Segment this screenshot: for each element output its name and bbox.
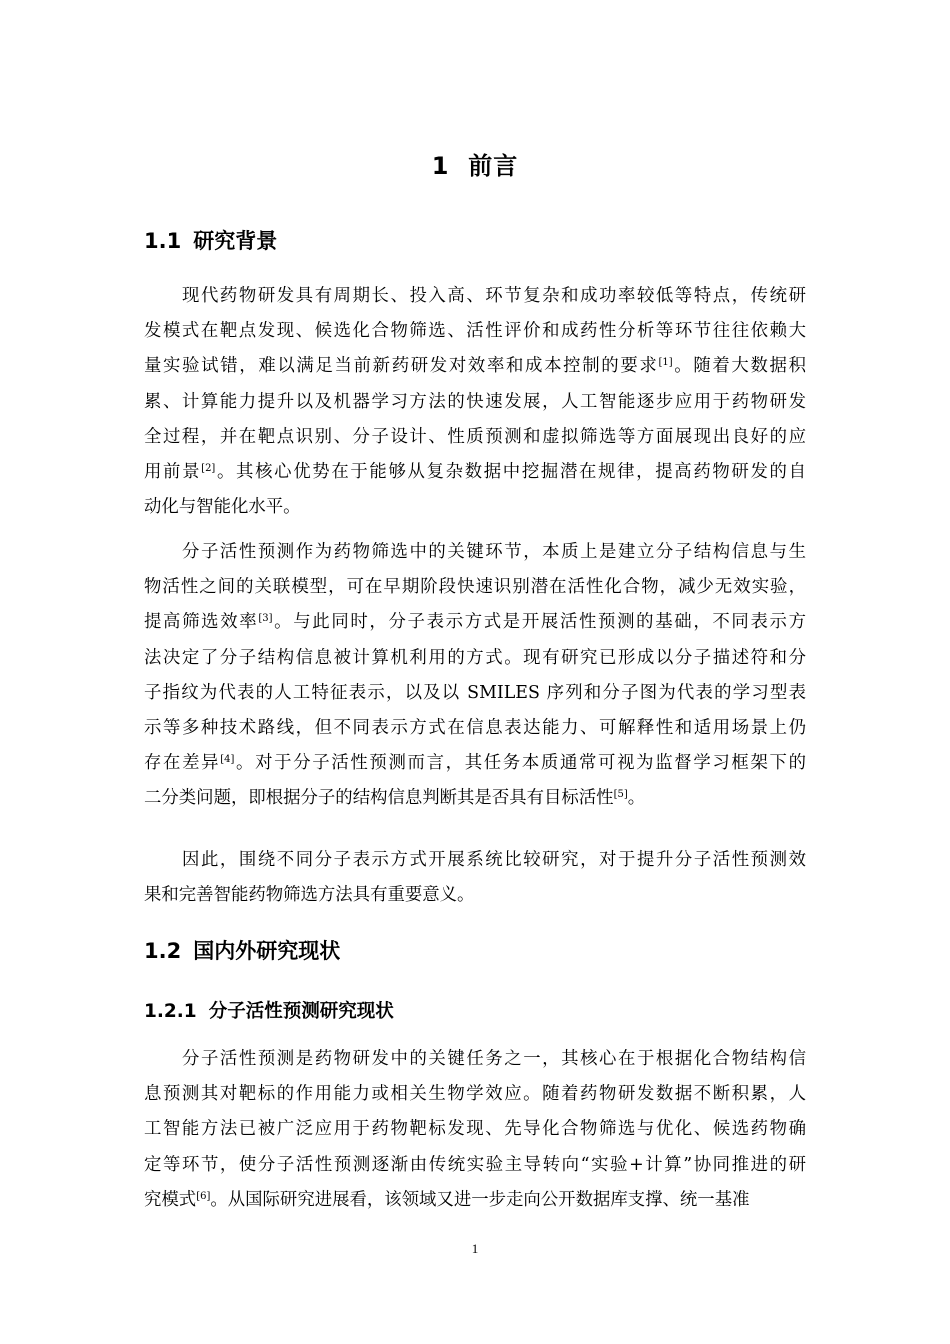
text-line (144, 570, 806, 605)
line-text: 物活性之间的关联模型，可在早期阶段快速识别潜在活性化合物，减少无效实验， (144, 577, 806, 598)
line-text: 。随着大数据积 (672, 356, 806, 377)
subsection-number: 1.2.1 (144, 1001, 197, 1022)
line-text: 。从国际研究进展看，该领域又进一步走向公开数据库支撑、统一基准 (210, 1189, 750, 1210)
citation-ref: [6] (196, 1190, 211, 1202)
text-line (144, 1183, 806, 1218)
page-number: 1 (471, 1241, 479, 1256)
chapter-number: 1 (431, 152, 450, 180)
citation-ref: [2] (201, 462, 216, 474)
text-line (144, 349, 806, 384)
line-text: 。其核心优势在于能够从复杂数据中挖掘潜在规律，提高药物研发的自 (215, 461, 806, 482)
text-line (144, 878, 806, 913)
section-heading-research-status (144, 936, 340, 966)
text-line (144, 1042, 806, 1077)
line-text: 子指纹为代表的人工特征表示，以及以 SMILES 序列和分子图为代表的学习型表 (144, 682, 806, 703)
line-text: 。 (627, 788, 646, 809)
line-text: 全过程，并在靶点识别、分子设计、性质预测和虚拟筛选等方面展现出良好的应 (144, 426, 806, 447)
line-text: 存在差异 (144, 753, 221, 774)
line-text: 。与此同时，分子表示方式是开展活性预测的基础，不同表示方 (272, 612, 806, 633)
citation-ref: [4] (220, 754, 235, 766)
line-text: 究模式 (144, 1189, 197, 1210)
line-text: 发模式在靶点发现、候选化合物筛选、活性评价和成药性分析等环节往往依赖大 (144, 321, 806, 342)
line-text: 。对于分子活性预测而言，其任务本质通常可视为监督学习框架下的 (234, 753, 806, 774)
section-title: 国内外研究现状 (193, 939, 341, 963)
line-text: 定等环节，使分子活性预测逐渐由传统实验主导转向“实验+计算”协同推进的研 (144, 1154, 806, 1175)
line-text: 果和完善智能药物筛选方法具有重要意义。 (144, 885, 475, 906)
text-line (144, 746, 806, 781)
section-title: 研究背景 (193, 229, 278, 253)
text-line (144, 490, 806, 525)
text-line (144, 535, 806, 570)
text-line (144, 605, 806, 640)
text-line (144, 711, 806, 746)
line-text: 分子活性预测作为药物筛选中的关键环节，本质上是建立分子结构信息与生 (182, 542, 806, 562)
text-line (144, 1112, 806, 1147)
line-text: 分子活性预测是药物研发中的关键任务之一，其核心在于根据化合物结构信 (182, 1049, 806, 1069)
paragraph-background-2 (144, 535, 806, 817)
line-text: 二分类问题，即根据分子的结构信息判断其是否具有目标活性 (144, 788, 614, 809)
chapter-title (0, 146, 950, 186)
subsection-title: 分子活性预测研究现状 (208, 1001, 394, 1022)
paragraph-background-3 (144, 843, 806, 913)
line-text: 量实验试错，难以满足当前新药研发对效率和成本控制的要求 (144, 356, 659, 377)
citation-ref: [3] (258, 613, 273, 625)
section-number: 1.2 (144, 939, 182, 963)
line-text: 息预测其对靶标的作用能力或相关生物学效应。随着药物研发数据不断积累，人 (144, 1084, 806, 1105)
line-text: 因此，围绕不同分子表示方式开展系统比较研究，对于提升分子活性预测效 (182, 850, 806, 870)
line-text: 动化与智能化水平。 (144, 497, 301, 518)
line-text: 累、计算能力提升以及机器学习方法的快速发展，人工智能逐步应用于药物研发 (144, 391, 806, 412)
text-line (144, 781, 806, 816)
text-line (144, 279, 806, 314)
text-line (144, 676, 806, 711)
text-line (144, 843, 806, 878)
section-number: 1.1 (144, 229, 182, 253)
text-line (144, 641, 806, 676)
text-line (144, 385, 806, 420)
subsection-heading-activity-prediction (144, 998, 394, 1026)
text-line (144, 314, 806, 349)
line-text: 用前景 (144, 461, 202, 482)
line-text: 现代药物研发具有周期长、投入高、环节复杂和成功率较低等特点，传统研 (182, 286, 806, 306)
section-heading-research-background (144, 226, 277, 256)
text-line (144, 1077, 806, 1112)
text-line (144, 420, 806, 455)
citation-ref: [1] (658, 357, 673, 369)
line-text: 工智能方法已被广泛应用于药物靶标发现、先导化合物筛选与优化、候选药物确 (144, 1119, 806, 1140)
line-text: 示等多种技术路线，但不同表示方式在信息表达能力、可解释性和适用场景上仍 (144, 717, 806, 738)
line-text: 提高筛选效率 (144, 612, 259, 633)
line-text: 法决定了分子结构信息被计算机利用的方式。现有研究已形成以分子描述符和分 (144, 647, 806, 668)
paragraph-activity-prediction-1 (144, 1042, 806, 1218)
text-line (144, 455, 806, 490)
text-line (144, 1148, 806, 1183)
chapter-title-text: 前言 (468, 152, 519, 180)
citation-ref: [5] (613, 789, 628, 801)
paragraph-background-1 (144, 279, 806, 525)
